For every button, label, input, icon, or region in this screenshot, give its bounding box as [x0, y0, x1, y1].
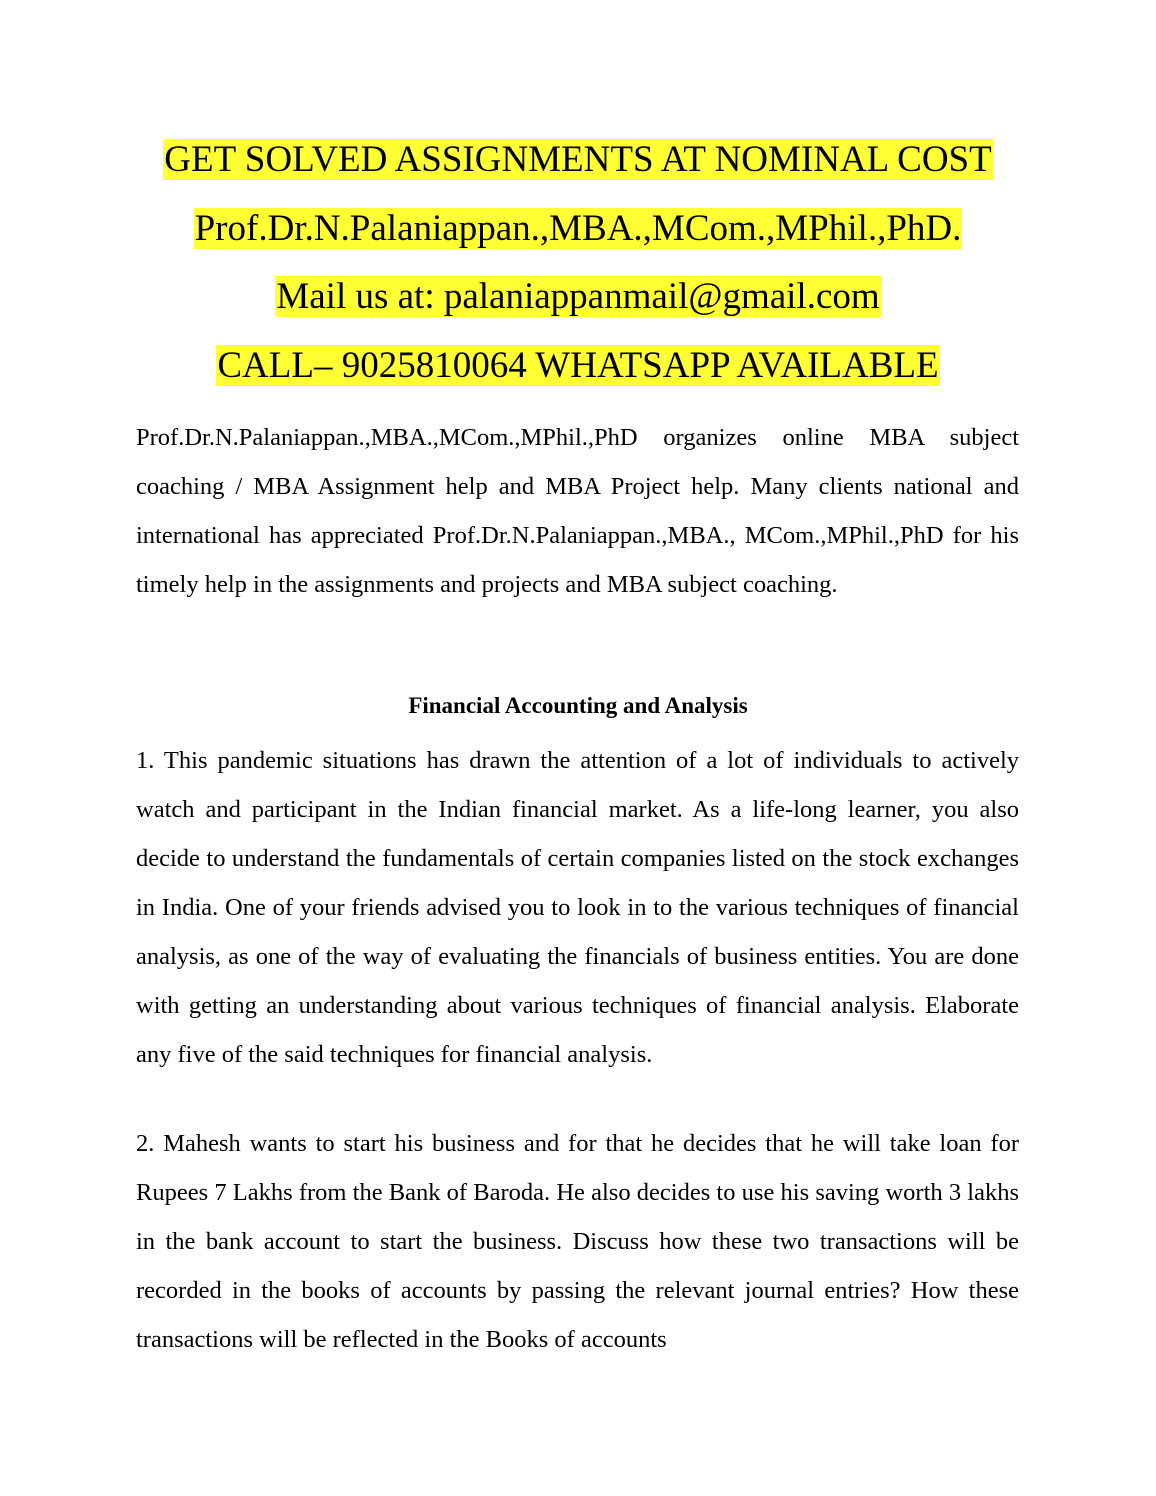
section-title: Financial Accounting and Analysis [408, 693, 748, 718]
header-author-line [0, 206, 1156, 252]
header-mail-line [0, 274, 1156, 320]
highlighted-headline: GET SOLVED ASSIGNMENTS AT NOMINAL COST [164, 139, 992, 180]
highlighted-phone: CALL– 9025810064 WHATSAPP AVAILABLE [217, 345, 939, 386]
header-call-line [0, 343, 1156, 389]
highlighted-author-name: Prof.Dr.N.Palaniappan.,MBA.,MCom.,MPhil.,PhD. [194, 208, 962, 249]
question-1-paragraph: 1. This pandemic situations has drawn the attention of a lot of individuals to actively watch and participant in the Indian financial market. As a life-long learner, you also decide to understand the fundamentals of certain companies listed on the stock exchanges in India. One of your friends advised you to look in to the various techniques of financial analysis, as one of the way of evaluating the financials of business entities. You are done with getting an understanding about various techniques of financial analysis. Elaborate any five of the said techniques for financial analysis. [136, 747, 1019, 1068]
intro-paragraph: Prof.Dr.N.Palaniappan.,MBA.,MCom.,MPhil.,PhD organizes online MBA subject coaching / MBA Assignment help and MBA Project help. Many clients national and international has appreciated Prof.Dr.N.Palaniappan.,MBA., MCom.,MPhil.,PhD for his timely help in the assignments and projects and MBA subject coaching. [136, 424, 1019, 598]
header-banner-line [0, 137, 1156, 183]
question-2-paragraph: 2. Mahesh wants to start his business and for that he decides that he will take loan for Rupees 7 Lakhs from the Bank of Baroda. He also decides to use his saving worth 3 lakhs in the bank account to start the business. Discuss how these two transactions will be recorded in the books of accounts by passing the relevant journal entries? How these transactions will be reflected in the Books of accounts [136, 1130, 1019, 1353]
highlighted-email: Mail us at: palaniappanmail@gmail.com [276, 276, 880, 317]
